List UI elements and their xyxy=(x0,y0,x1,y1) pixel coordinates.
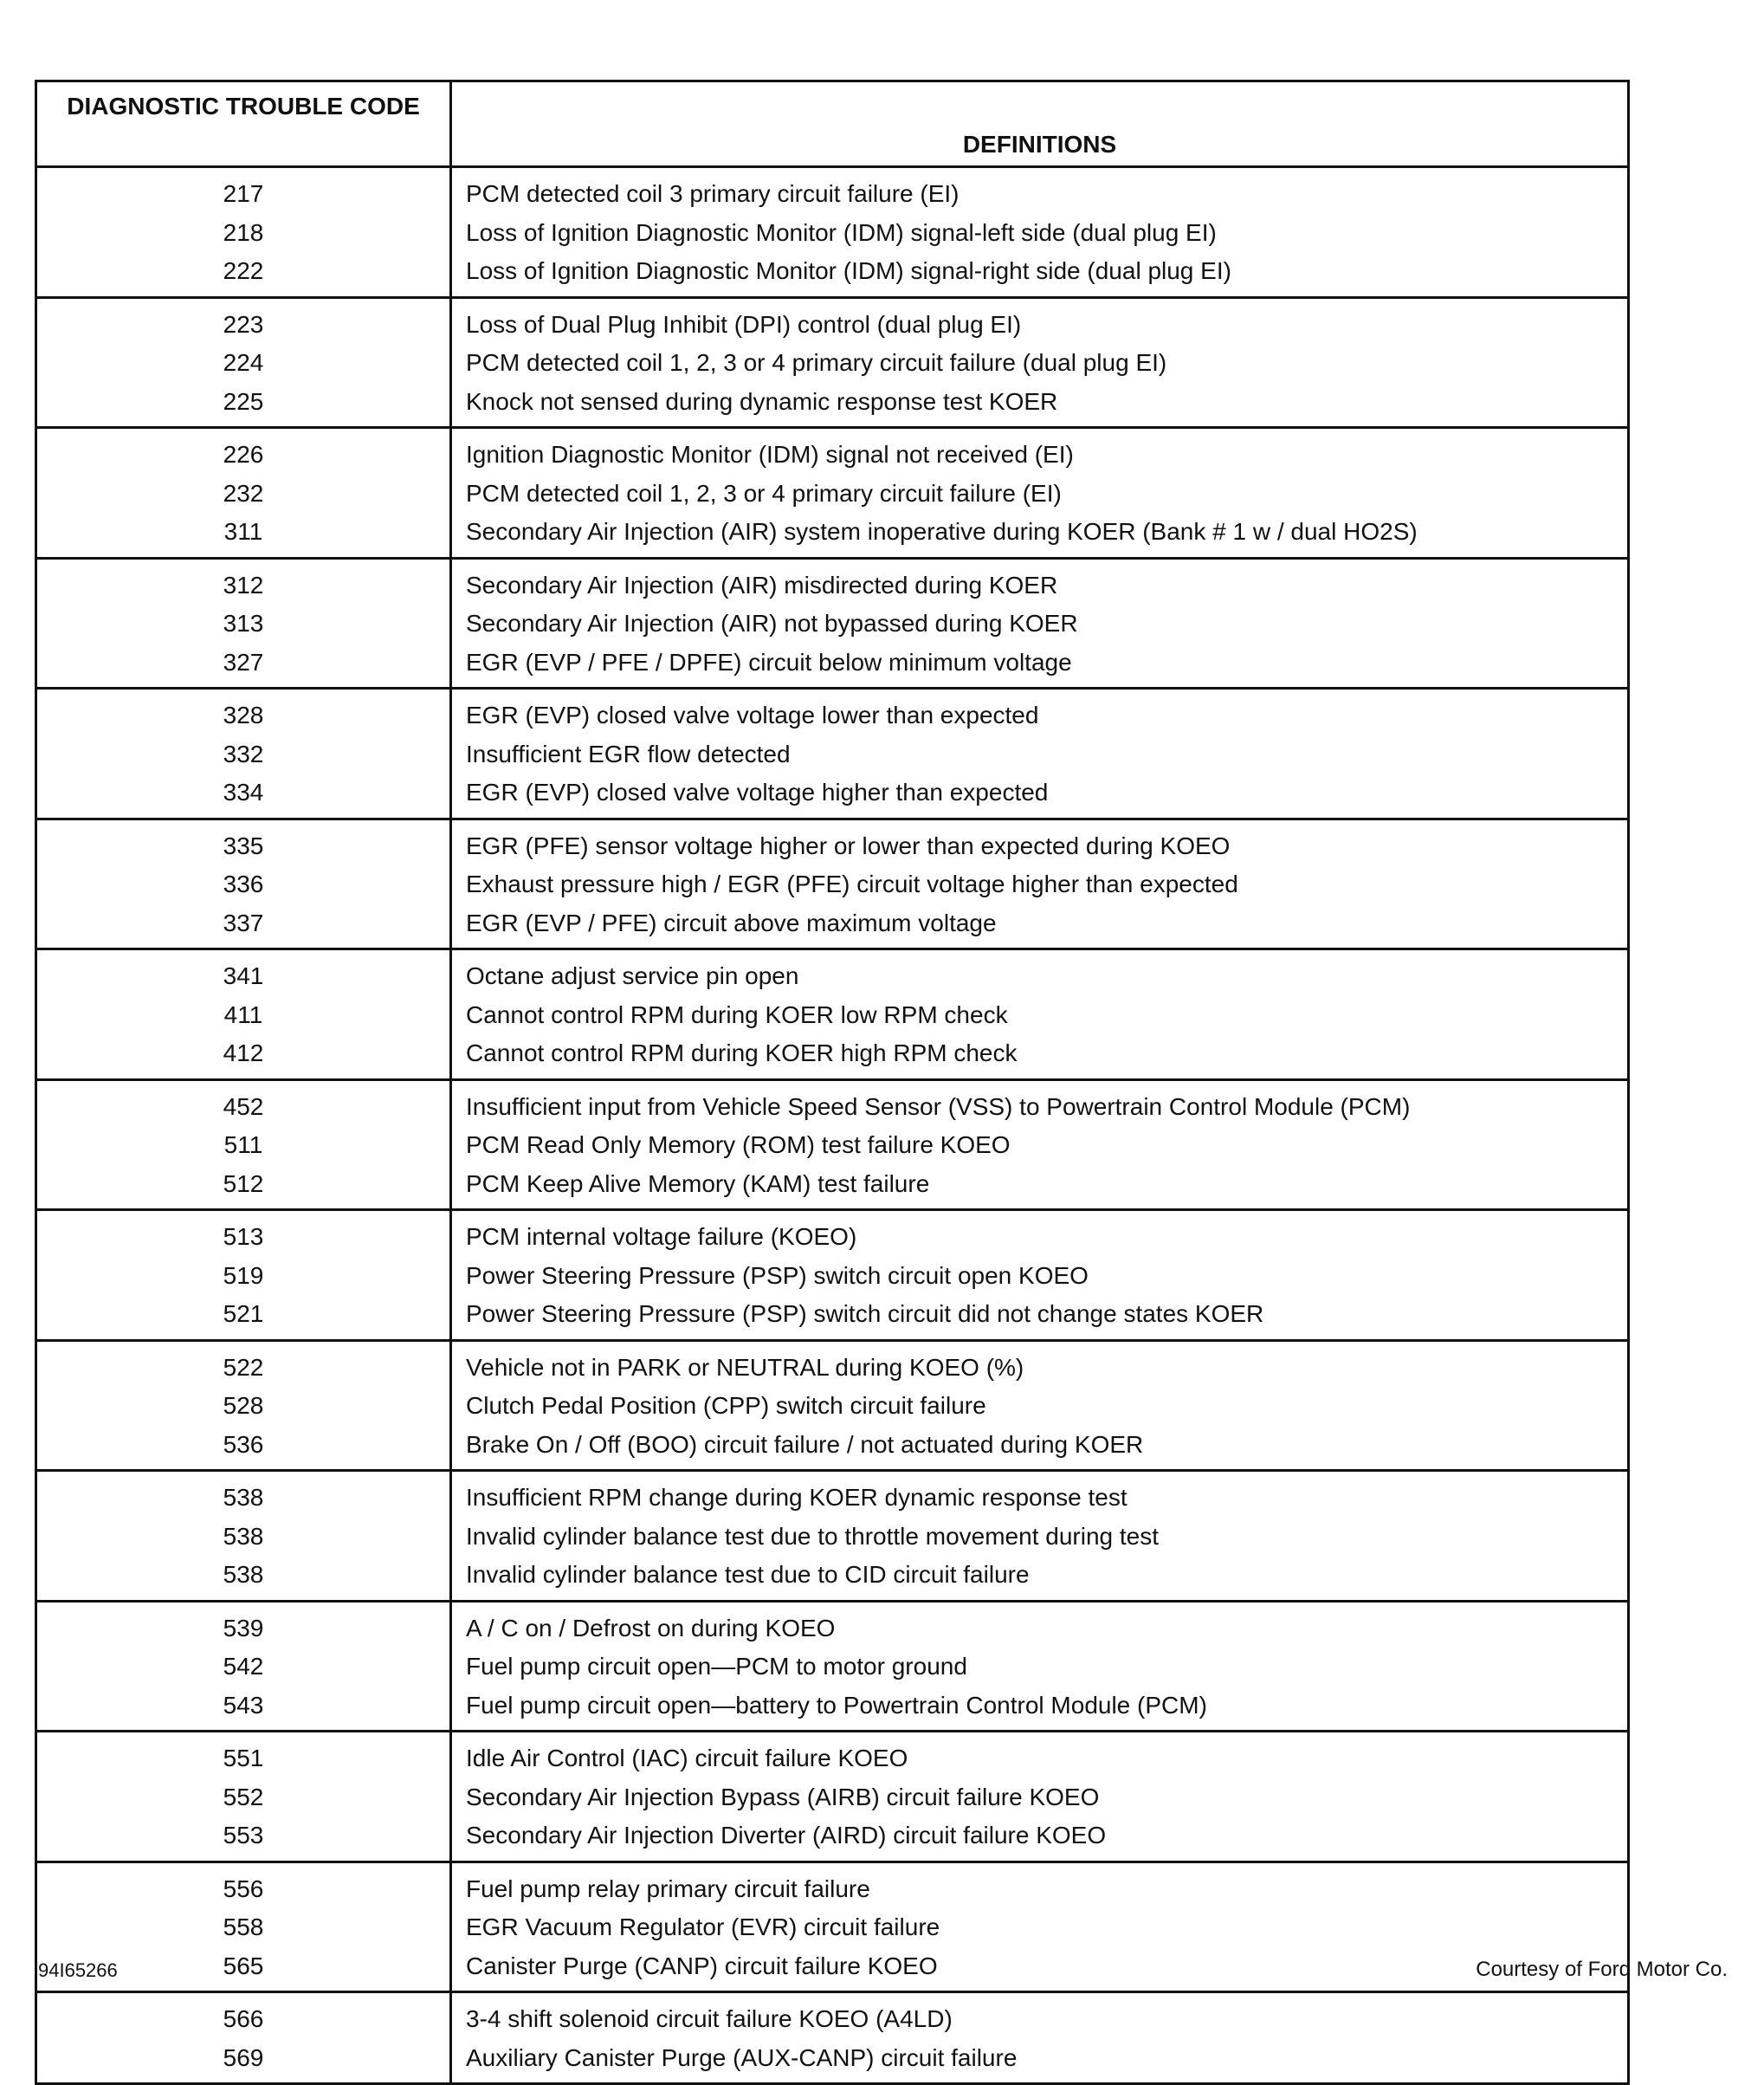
dtc-code: 328 xyxy=(223,702,264,729)
dtc-definition: Insufficient input from Vehicle Speed Sensor (VSS) to Powertrain Control Module (PCM) xyxy=(451,1079,1629,1126)
code-group xyxy=(36,1340,1629,1471)
dtc-code: 411 xyxy=(223,1000,263,1028)
dtc-definition: Knock not sensed during dynamic response test KOER xyxy=(451,383,1629,428)
table-row xyxy=(36,297,1629,344)
dtc-definition: Cannot control RPM during KOER low RPM check xyxy=(451,996,1629,1035)
dtc-code: 327 xyxy=(223,648,264,676)
dtc-definition: PCM detected coil 3 primary circuit failure (EI) xyxy=(451,167,1629,214)
credit-line: Courtesy of Ford Motor Co. xyxy=(1476,1958,1728,1981)
dtc-code: 217 xyxy=(223,180,264,208)
table-row xyxy=(36,513,1629,558)
dtc-definition: EGR (EVP) closed valve voltage lower than expected xyxy=(451,689,1629,735)
dtc-definition: Fuel pump circuit open—PCM to motor ground xyxy=(451,1648,1629,1687)
dtc-code: 337 xyxy=(223,909,264,936)
table-row xyxy=(36,735,1629,774)
dtc-table xyxy=(35,80,1630,2085)
table-row xyxy=(36,644,1629,689)
dtc-code: 332 xyxy=(223,740,264,767)
dtc-code: 538 xyxy=(223,1522,264,1550)
dtc-definition: 3-4 shift solenoid circuit failure KOEO (A4LD) xyxy=(451,1992,1629,2039)
dtc-definition: Vehicle not in PARK or NEUTRAL during KOEO (%) xyxy=(451,1340,1629,1387)
table-row xyxy=(36,949,1629,996)
dtc-code: 225 xyxy=(223,387,264,415)
dtc-definition: Insufficient RPM change during KOER dynamic response test xyxy=(451,1471,1629,1518)
code-group xyxy=(36,1732,1629,1862)
dtc-code: 313 xyxy=(223,610,264,638)
dtc-code: 553 xyxy=(223,1822,264,1849)
definitions-column-header: DEFINITIONS xyxy=(451,81,1629,167)
table-row xyxy=(36,1165,1629,1210)
table-row xyxy=(36,1732,1629,1778)
table-row xyxy=(36,1908,1629,1947)
dtc-definition: Brake On / Off (BOO) circuit failure / not actuated during KOER xyxy=(451,1426,1629,1471)
table-row xyxy=(36,605,1629,644)
table-row xyxy=(36,167,1629,214)
dtc-code: 528 xyxy=(223,1392,264,1420)
table-row xyxy=(36,383,1629,428)
dtc-definition: Invalid cylinder balance test due to CID circuit failure xyxy=(451,1556,1629,1601)
dtc-definition: Insufficient EGR flow detected xyxy=(451,735,1629,774)
dtc-code: 556 xyxy=(223,1875,264,1902)
dtc-definition: PCM Keep Alive Memory (KAM) test failure xyxy=(451,1165,1629,1210)
table-row xyxy=(36,689,1629,735)
code-group xyxy=(36,689,1629,819)
dtc-code: 543 xyxy=(223,1691,264,1719)
table-row xyxy=(36,1426,1629,1471)
table-row xyxy=(36,819,1629,865)
dtc-code: 312 xyxy=(223,571,264,599)
dtc-definition: Auxiliary Canister Purge (AUX-CANP) circuit failure xyxy=(451,2039,1629,2084)
table-row xyxy=(36,214,1629,253)
dtc-code: 224 xyxy=(223,349,264,377)
dtc-definition: Fuel pump relay primary circuit failure xyxy=(451,1862,1629,1908)
table-row xyxy=(36,1518,1629,1557)
code-group xyxy=(36,558,1629,689)
table-row xyxy=(36,1947,1629,1992)
table-row xyxy=(36,865,1629,904)
dtc-code: 452 xyxy=(223,1092,264,1120)
table-row xyxy=(36,428,1629,475)
table-row xyxy=(36,1992,1629,2039)
table-row xyxy=(36,996,1629,1035)
dtc-definition: Loss of Ignition Diagnostic Monitor (IDM) signal-left side (dual plug EI) xyxy=(451,214,1629,253)
table-row xyxy=(36,1257,1629,1296)
table-row xyxy=(36,1648,1629,1687)
code-group xyxy=(36,819,1629,949)
code-group xyxy=(36,1079,1629,1210)
dtc-definition: Power Steering Pressure (PSP) switch circuit did not change states KOER xyxy=(451,1295,1629,1340)
dtc-code: 565 xyxy=(223,1952,264,1979)
table-row xyxy=(36,1471,1629,1518)
dtc-definition: Fuel pump circuit open—battery to Powertrain Control Module (PCM) xyxy=(451,1687,1629,1732)
dtc-definition: Secondary Air Injection Bypass (AIRB) circuit failure KOEO xyxy=(451,1778,1629,1817)
code-group xyxy=(36,1210,1629,1341)
dtc-code: 519 xyxy=(223,1261,264,1289)
table-row xyxy=(36,1210,1629,1257)
dtc-definition: EGR (PFE) sensor voltage higher or lower than expected during KOEO xyxy=(451,819,1629,865)
dtc-definition: Loss of Ignition Diagnostic Monitor (IDM) signal-right side (dual plug EI) xyxy=(451,252,1629,297)
dtc-code: 521 xyxy=(223,1300,264,1328)
dtc-definition: Secondary Air Injection Diverter (AIRD) circuit failure KOEO xyxy=(451,1816,1629,1862)
dtc-code: 566 xyxy=(223,2005,264,2033)
header-row xyxy=(36,81,1629,167)
dtc-definition: Loss of Dual Plug Inhibit (DPI) control (dual plug EI) xyxy=(451,297,1629,344)
table-row xyxy=(36,2039,1629,2084)
dtc-definition: Idle Air Control (IAC) circuit failure KOEO xyxy=(451,1732,1629,1778)
dtc-code: 222 xyxy=(223,257,264,285)
dtc-definition: Secondary Air Injection (AIR) system inoperative during KOER (Bank # 1 w / dual HO2S) xyxy=(451,513,1629,558)
table-row xyxy=(36,774,1629,819)
dtc-code: 542 xyxy=(223,1653,264,1680)
dtc-code: 552 xyxy=(223,1783,264,1810)
code-group xyxy=(36,428,1629,559)
code-column-header: DIAGNOSTIC TROUBLE CODE xyxy=(36,81,451,167)
table-row xyxy=(36,1601,1629,1648)
code-group xyxy=(36,949,1629,1080)
dtc-code: 569 xyxy=(223,2043,264,2071)
dtc-code: 336 xyxy=(223,871,264,898)
dtc-code: 334 xyxy=(223,779,264,806)
dtc-code: 226 xyxy=(223,441,264,469)
table-row xyxy=(36,1126,1629,1165)
dtc-definition: Cannot control RPM during KOER high RPM check xyxy=(451,1034,1629,1079)
code-group xyxy=(36,1862,1629,1992)
table-row xyxy=(36,344,1629,383)
table-row xyxy=(36,1778,1629,1817)
dtc-definition: Exhaust pressure high / EGR (PFE) circuit voltage higher than expected xyxy=(451,865,1629,904)
dtc-code: 513 xyxy=(223,1223,264,1251)
table-row xyxy=(36,1079,1629,1126)
dtc-code: 538 xyxy=(223,1484,264,1512)
table-row xyxy=(36,1816,1629,1862)
dtc-code: 536 xyxy=(223,1430,264,1458)
table-row xyxy=(36,904,1629,949)
dtc-code: 522 xyxy=(223,1353,264,1381)
table-row xyxy=(36,558,1629,605)
dtc-definition: EGR Vacuum Regulator (EVR) circuit failure xyxy=(451,1908,1629,1947)
code-group xyxy=(36,297,1629,428)
dtc-code: 223 xyxy=(223,310,264,338)
dtc-definition: Octane adjust service pin open xyxy=(451,949,1629,996)
code-group xyxy=(36,1992,1629,2084)
dtc-code: 232 xyxy=(223,479,264,507)
code-group xyxy=(36,1471,1629,1602)
dtc-definition: Ignition Diagnostic Monitor (IDM) signal not received (EI) xyxy=(451,428,1629,475)
figure-id: 94I65266 xyxy=(38,1959,118,1981)
table-row xyxy=(36,1862,1629,1908)
dtc-code: 558 xyxy=(223,1913,264,1941)
dtc-code: 218 xyxy=(223,218,264,246)
dtc-definition: Secondary Air Injection (AIR) not bypassed during KOER xyxy=(451,605,1629,644)
dtc-definition: A / C on / Defrost on during KOEO xyxy=(451,1601,1629,1648)
table-row xyxy=(36,1295,1629,1340)
dtc-code: 511 xyxy=(223,1131,263,1159)
table-row xyxy=(36,252,1629,297)
table-row xyxy=(36,475,1629,514)
dtc-definition: PCM detected coil 1, 2, 3 or 4 primary circuit failure (dual plug EI) xyxy=(451,344,1629,383)
table-row xyxy=(36,1687,1629,1732)
table-row xyxy=(36,1034,1629,1079)
dtc-definition: PCM internal voltage failure (KOEO) xyxy=(451,1210,1629,1257)
dtc-code: 512 xyxy=(223,1169,264,1197)
code-group xyxy=(36,1601,1629,1732)
table-header xyxy=(36,81,1629,167)
dtc-code: 412 xyxy=(223,1039,264,1067)
dtc-definition: EGR (EVP / PFE / DPFE) circuit below minimum voltage xyxy=(451,644,1629,689)
dtc-definition: EGR (EVP) closed valve voltage higher than expected xyxy=(451,774,1629,819)
table-row xyxy=(36,1387,1629,1426)
dtc-definition: Clutch Pedal Position (CPP) switch circuit failure xyxy=(451,1387,1629,1426)
table-row xyxy=(36,1556,1629,1601)
dtc-definition: EGR (EVP / PFE) circuit above maximum voltage xyxy=(451,904,1629,949)
dtc-definition: Power Steering Pressure (PSP) switch circuit open KOEO xyxy=(451,1257,1629,1296)
code-group xyxy=(36,167,1629,298)
dtc-code: 341 xyxy=(223,962,264,990)
table-row xyxy=(36,1340,1629,1387)
dtc-code: 539 xyxy=(223,1614,264,1641)
dtc-code: 335 xyxy=(223,832,264,859)
dtc-definition: PCM detected coil 1, 2, 3 or 4 primary circuit failure (EI) xyxy=(451,475,1629,514)
dtc-code: 551 xyxy=(223,1745,264,1772)
dtc-code: 311 xyxy=(223,518,263,546)
dtc-definition: Canister Purge (CANP) circuit failure KOEO xyxy=(451,1947,1629,1992)
dtc-definition: Secondary Air Injection (AIR) misdirected during KOER xyxy=(451,558,1629,605)
dtc-definition: Invalid cylinder balance test due to throttle movement during test xyxy=(451,1518,1629,1557)
dtc-code: 538 xyxy=(223,1561,264,1589)
dtc-definition: PCM Read Only Memory (ROM) test failure KOEO xyxy=(451,1126,1629,1165)
